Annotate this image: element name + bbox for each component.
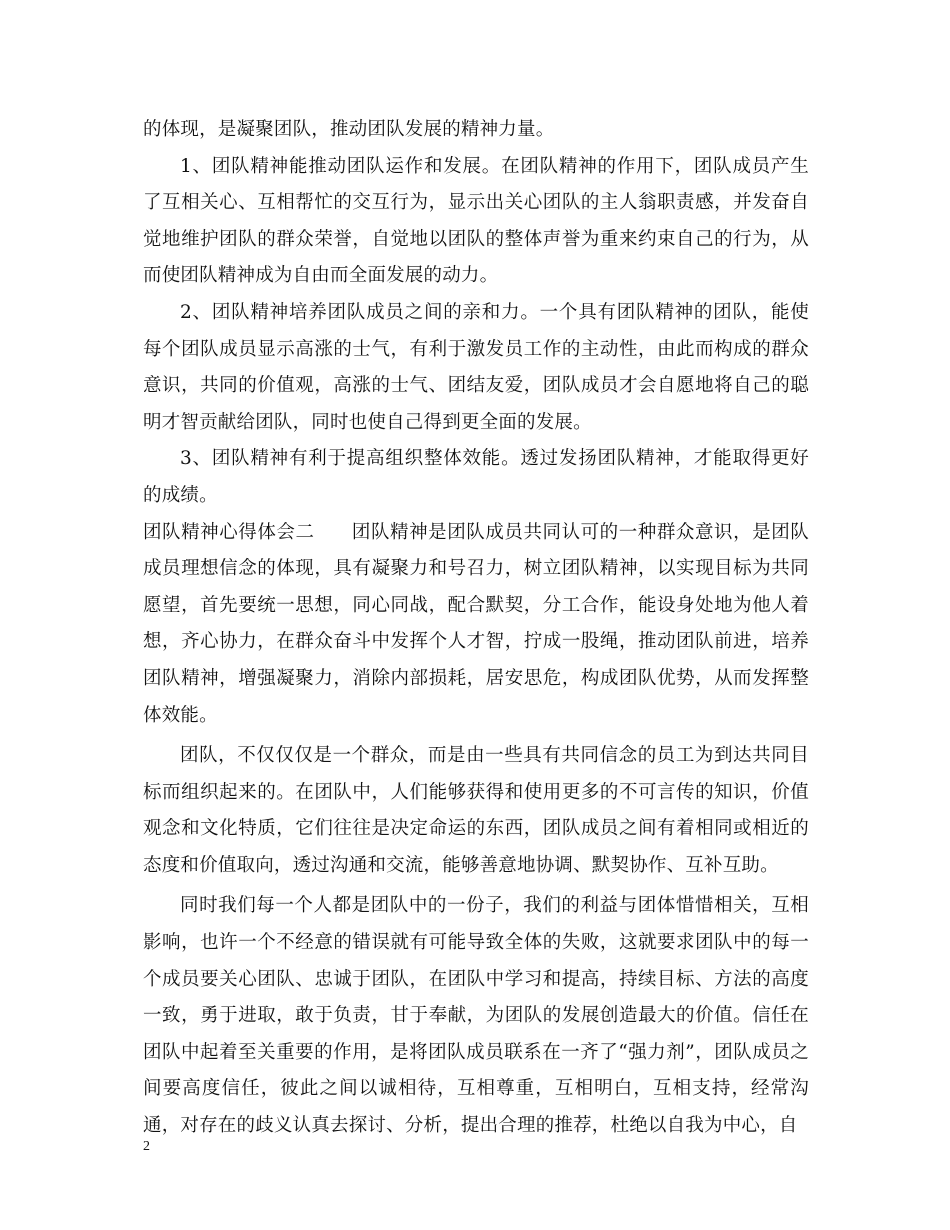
paragraph-continuation: 的体现，是凝聚团队，推动团队发展的精神力量。 xyxy=(143,119,555,140)
paragraph-team-member: 同时我们每一个人都是团队中的一份子，我们的利益与团体惜惜相关，互相影响，也许一个不经意的错误就有可能导致全体的失败，这就要求团队中的每一个成员要关心团队、忠诚于团队，在团队中学习和提高，持续目标、方法的高度一致，勇于进取，敢于负责，甘于奉献，为团队的发展创造最大的价值。信任在团队中起着至关重要的作用，是将团队成员联系在一齐了“强力剂”，团队成员之间要高度信任，彼此之间以诚相待，互相尊重，互相明白，互相支持，经常沟通，对存在的歧义认真去探讨、分析，提出合理的推荐，杜绝以自我为中心，自 xyxy=(143,895,809,1137)
page-number: 2 xyxy=(143,1139,150,1154)
paragraph-point-2: 2、团队精神培养团队成员之间的亲和力。一个具有团队精神的团队，能使每个团队成员显示高涨的士气，有利于激发员工作的主动性，由此而构成的群众意识，共同的价值观，高涨的士气、团结友爱，团队成员才会自愿地将自己的聪明才智贡献给团队，同时也使自己得到更全面的发展。 xyxy=(143,301,809,433)
paragraph-point-1: 1、团队精神能推动团队运作和发展。在团队精神的作用下，团队成员产生了互相关心、互相帮忙的交互行为，显示出关心团队的主人翁职责感，并发奋自觉地维护团队的群众荣誉，自觉地以团队的整体声誉为重来约束自己的行为，从而使团队精神成为自由而全面发展的动力。 xyxy=(143,155,809,287)
paragraph-team-definition: 团队，不仅仅仅是一个群众，而是由一些具有共同信念的员工为到达共同目标而组织起来的。在团队中，人们能够获得和使用更多的不可言传的知识，价值观念和文化特质，它们往往是决定命运的东西，团队成员之间有着相同或相近的态度和价值取向，透过沟通和交流，能够善意地协调、默契协作、互补互助。 xyxy=(143,745,809,876)
section-intro: 团队精神是团队成员共同认可的一种群众意识，是团队成员理想信念的体现，具有凝聚力和号召力，树立团队精神，以实现目标为共同愿望，首先要统一思想，同心同战，配合默契，分工合作，能设身处地为他人着想，齐心协力，在群众奋斗中发挥个人才智，拧成一股绳，推动团队前进，培养团队精神，增强凝聚力，消除内部损耗，居安思危，构成团队优势，从而发挥整体效能。 xyxy=(143,521,809,726)
section-paragraph xyxy=(143,515,809,735)
paragraph-point-3: 3、团队精神有利于提高组织整体效能。透过发扬团队精神，才能取得更好的成绩。 xyxy=(143,448,809,506)
section-title: 团队精神心得体会二 xyxy=(143,521,315,543)
document-body xyxy=(143,112,809,1145)
